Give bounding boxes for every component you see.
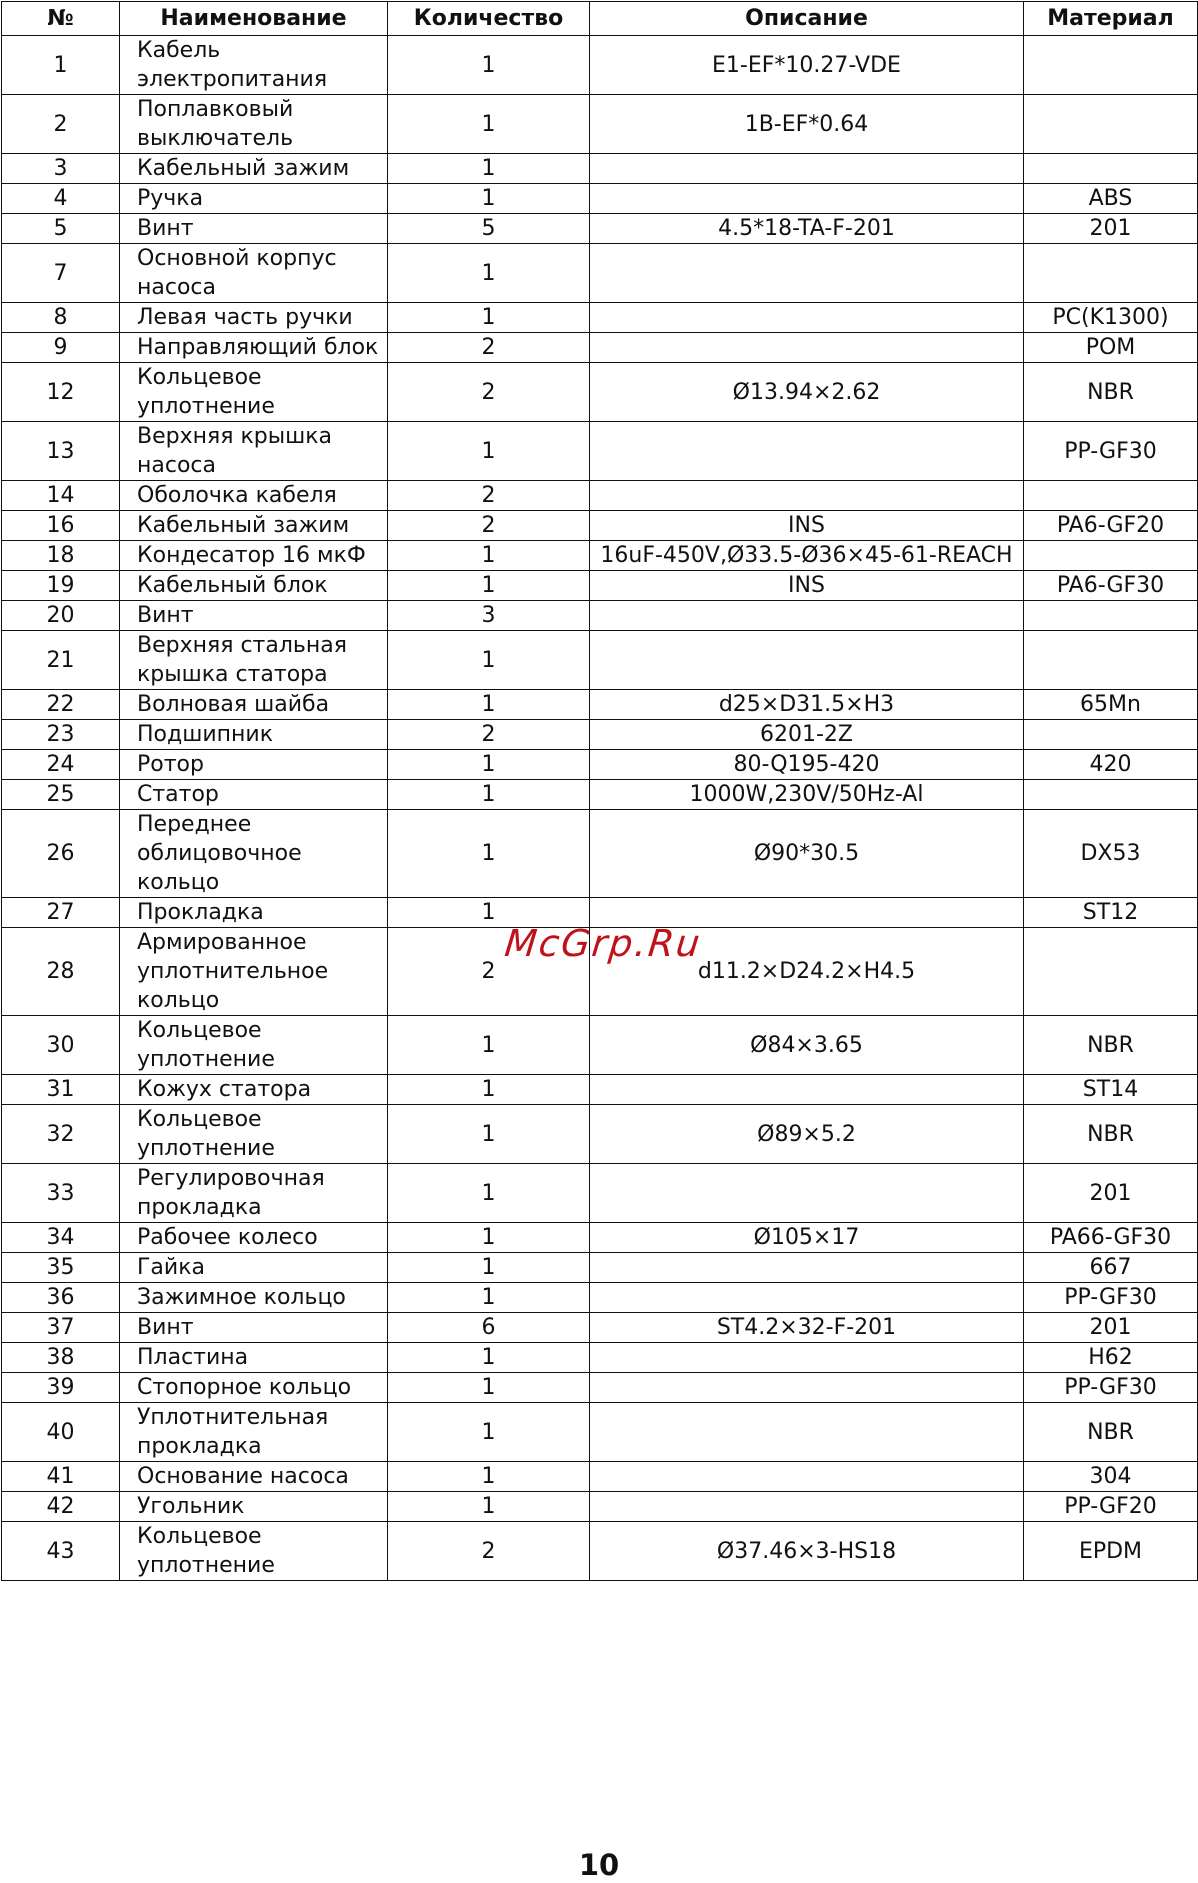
table-row <box>2 1016 1198 1075</box>
row-name: Кабельный зажим <box>120 511 388 541</box>
table-row <box>2 511 1198 541</box>
table-row <box>2 601 1198 631</box>
row-name: Кабельный зажим <box>120 154 388 184</box>
row-description <box>590 154 1024 184</box>
row-name: Уплотнительная прокладка <box>120 1403 388 1462</box>
row-number: 40 <box>2 1403 120 1462</box>
row-quantity: 1 <box>388 1164 590 1223</box>
row-description <box>590 481 1024 511</box>
row-material: H62 <box>1024 1343 1198 1373</box>
row-description <box>590 1492 1024 1522</box>
row-quantity: 1 <box>388 184 590 214</box>
row-name: Волновая шайба <box>120 690 388 720</box>
row-description: 4.5*18-TA-F-201 <box>590 214 1024 244</box>
row-quantity: 1 <box>388 1462 590 1492</box>
row-number: 41 <box>2 1462 120 1492</box>
row-name: Угольник <box>120 1492 388 1522</box>
row-material: PP-GF30 <box>1024 1283 1198 1313</box>
row-quantity: 3 <box>388 601 590 631</box>
row-name: Армированное уплотнительное кольцо <box>120 928 388 1016</box>
table-row <box>2 1253 1198 1283</box>
row-name: Основание насоса <box>120 1462 388 1492</box>
row-material <box>1024 780 1198 810</box>
row-number: 23 <box>2 720 120 750</box>
row-quantity: 1 <box>388 1403 590 1462</box>
table-row <box>2 780 1198 810</box>
row-description: Ø13.94×2.62 <box>590 363 1024 422</box>
row-quantity: 1 <box>388 1075 590 1105</box>
row-description: Ø84×3.65 <box>590 1016 1024 1075</box>
row-quantity: 1 <box>388 303 590 333</box>
row-quantity: 1 <box>388 810 590 898</box>
row-quantity: 1 <box>388 750 590 780</box>
row-quantity: 1 <box>388 1253 590 1283</box>
row-name: Кабель электропитания <box>120 36 388 95</box>
row-quantity: 2 <box>388 720 590 750</box>
row-description: ST4.2×32-F-201 <box>590 1313 1024 1343</box>
row-number: 4 <box>2 184 120 214</box>
row-quantity: 1 <box>388 36 590 95</box>
row-material: NBR <box>1024 363 1198 422</box>
row-quantity: 1 <box>388 154 590 184</box>
row-name: Гайка <box>120 1253 388 1283</box>
row-number: 22 <box>2 690 120 720</box>
row-name: Пластина <box>120 1343 388 1373</box>
row-name: Направляющий блок <box>120 333 388 363</box>
row-quantity: 1 <box>388 1492 590 1522</box>
row-name: Кольцевое уплотнение <box>120 1522 388 1581</box>
row-quantity: 1 <box>388 1343 590 1373</box>
table-row <box>2 1283 1198 1313</box>
table-row <box>2 1373 1198 1403</box>
row-description: Ø105×17 <box>590 1223 1024 1253</box>
row-description <box>590 422 1024 481</box>
table-row <box>2 244 1198 303</box>
row-quantity: 1 <box>388 898 590 928</box>
row-number: 33 <box>2 1164 120 1223</box>
row-description <box>590 1343 1024 1373</box>
row-number: 20 <box>2 601 120 631</box>
table-row <box>2 422 1198 481</box>
row-description: 16uF-450V,Ø33.5-Ø36×45-61-REACH <box>590 541 1024 571</box>
row-description: 1000W,230V/50Hz-Al <box>590 780 1024 810</box>
row-material: NBR <box>1024 1016 1198 1075</box>
table-row <box>2 154 1198 184</box>
row-material <box>1024 36 1198 95</box>
table-row <box>2 810 1198 898</box>
row-quantity: 1 <box>388 1283 590 1313</box>
row-material: PP-GF20 <box>1024 1492 1198 1522</box>
row-description <box>590 631 1024 690</box>
row-material: 201 <box>1024 214 1198 244</box>
table-row <box>2 303 1198 333</box>
row-name: Прокладка <box>120 898 388 928</box>
row-quantity: 2 <box>388 511 590 541</box>
row-material: DX53 <box>1024 810 1198 898</box>
row-number: 34 <box>2 1223 120 1253</box>
row-description <box>590 244 1024 303</box>
table-row <box>2 1492 1198 1522</box>
row-name: Ротор <box>120 750 388 780</box>
row-quantity: 1 <box>388 95 590 154</box>
row-name: Винт <box>120 601 388 631</box>
header-quantity: Количество <box>388 2 590 36</box>
page-number: 10 <box>578 1848 620 1882</box>
parts-table-header <box>2 2 1198 36</box>
row-name: Стопорное кольцо <box>120 1373 388 1403</box>
row-name: Кожух статора <box>120 1075 388 1105</box>
row-number: 2 <box>2 95 120 154</box>
row-number: 1 <box>2 36 120 95</box>
row-name: Кольцевое уплотнение <box>120 1016 388 1075</box>
row-name: Кондесатор 16 мкФ <box>120 541 388 571</box>
row-quantity: 1 <box>388 422 590 481</box>
header-row <box>2 2 1198 36</box>
row-name: Винт <box>120 214 388 244</box>
row-material: PP-GF30 <box>1024 422 1198 481</box>
header-name: Наименование <box>120 2 388 36</box>
table-row <box>2 333 1198 363</box>
row-material: EPDM <box>1024 1522 1198 1581</box>
row-number: 35 <box>2 1253 120 1283</box>
row-quantity: 1 <box>388 244 590 303</box>
row-name: Верхняя стальная крышка статора <box>120 631 388 690</box>
row-quantity: 1 <box>388 1223 590 1253</box>
row-name: Винт <box>120 1313 388 1343</box>
row-material <box>1024 601 1198 631</box>
table-row <box>2 363 1198 422</box>
row-material: 201 <box>1024 1313 1198 1343</box>
row-material: ST14 <box>1024 1075 1198 1105</box>
row-description: 80-Q195-420 <box>590 750 1024 780</box>
row-name: Переднее облицовочное кольцо <box>120 810 388 898</box>
row-description: E1-EF*10.27-VDE <box>590 36 1024 95</box>
row-description: Ø90*30.5 <box>590 810 1024 898</box>
row-name: Верхняя крышка насоса <box>120 422 388 481</box>
table-row <box>2 1343 1198 1373</box>
row-name: Поплавковый выключатель <box>120 95 388 154</box>
row-quantity: 1 <box>388 690 590 720</box>
table-row <box>2 184 1198 214</box>
row-number: 7 <box>2 244 120 303</box>
row-material: PA6-GF30 <box>1024 571 1198 601</box>
row-description: 1B-EF*0.64 <box>590 95 1024 154</box>
row-number: 8 <box>2 303 120 333</box>
row-material <box>1024 541 1198 571</box>
table-row <box>2 36 1198 95</box>
row-quantity: 1 <box>388 541 590 571</box>
row-name: Подшипник <box>120 720 388 750</box>
table-row <box>2 481 1198 511</box>
row-description <box>590 1403 1024 1462</box>
row-number: 31 <box>2 1075 120 1105</box>
row-description: d25×D31.5×H3 <box>590 690 1024 720</box>
row-number: 5 <box>2 214 120 244</box>
row-name: Кольцевое уплотнение <box>120 363 388 422</box>
row-description <box>590 1253 1024 1283</box>
row-number: 28 <box>2 928 120 1016</box>
row-description <box>590 1283 1024 1313</box>
row-description <box>590 1075 1024 1105</box>
row-material: PA6-GF20 <box>1024 511 1198 541</box>
row-name: Кабельный блок <box>120 571 388 601</box>
row-description <box>590 1462 1024 1492</box>
row-material: 667 <box>1024 1253 1198 1283</box>
row-material: 304 <box>1024 1462 1198 1492</box>
table-row <box>2 571 1198 601</box>
row-material: PP-GF30 <box>1024 1373 1198 1403</box>
row-quantity: 1 <box>388 1105 590 1164</box>
table-row <box>2 720 1198 750</box>
row-description <box>590 1164 1024 1223</box>
table-row <box>2 690 1198 720</box>
row-name: Ручка <box>120 184 388 214</box>
row-name: Статор <box>120 780 388 810</box>
row-name: Левая часть ручки <box>120 303 388 333</box>
header-material: Материал <box>1024 2 1198 36</box>
row-number: 30 <box>2 1016 120 1075</box>
row-number: 14 <box>2 481 120 511</box>
row-number: 18 <box>2 541 120 571</box>
table-row <box>2 1462 1198 1492</box>
row-name: Кольцевое уплотнение <box>120 1105 388 1164</box>
row-material <box>1024 720 1198 750</box>
row-number: 39 <box>2 1373 120 1403</box>
table-row <box>2 1403 1198 1462</box>
row-number: 43 <box>2 1522 120 1581</box>
row-description <box>590 184 1024 214</box>
row-material: ST12 <box>1024 898 1198 928</box>
row-name: Оболочка кабеля <box>120 481 388 511</box>
table-row <box>2 95 1198 154</box>
row-material: ABS <box>1024 184 1198 214</box>
row-description <box>590 1373 1024 1403</box>
row-number: 38 <box>2 1343 120 1373</box>
row-name: Регулировочная прокладка <box>120 1164 388 1223</box>
row-material: PC(K1300) <box>1024 303 1198 333</box>
row-quantity: 5 <box>388 214 590 244</box>
table-row <box>2 541 1198 571</box>
row-number: 24 <box>2 750 120 780</box>
row-number: 25 <box>2 780 120 810</box>
row-description <box>590 601 1024 631</box>
table-row <box>2 1164 1198 1223</box>
table-row <box>2 1223 1198 1253</box>
row-name: Рабочее колесо <box>120 1223 388 1253</box>
row-material: 420 <box>1024 750 1198 780</box>
row-quantity: 2 <box>388 928 590 1016</box>
parts-table-body <box>2 36 1198 1581</box>
header-description: Описание <box>590 2 1024 36</box>
parts-table <box>1 1 1198 1581</box>
row-number: 27 <box>2 898 120 928</box>
row-number: 32 <box>2 1105 120 1164</box>
row-quantity: 6 <box>388 1313 590 1343</box>
row-description <box>590 333 1024 363</box>
row-description: Ø37.46×3-HS18 <box>590 1522 1024 1581</box>
row-material: NBR <box>1024 1403 1198 1462</box>
row-description <box>590 303 1024 333</box>
row-number: 37 <box>2 1313 120 1343</box>
table-row <box>2 1522 1198 1581</box>
row-number: 16 <box>2 511 120 541</box>
table-row <box>2 1313 1198 1343</box>
row-description: d11.2×D24.2×H4.5 <box>590 928 1024 1016</box>
row-quantity: 1 <box>388 780 590 810</box>
row-name: Основной корпус насоса <box>120 244 388 303</box>
row-quantity: 2 <box>388 333 590 363</box>
table-row <box>2 1075 1198 1105</box>
row-number: 12 <box>2 363 120 422</box>
watermark: McGrp.Ru <box>502 922 704 965</box>
row-material <box>1024 95 1198 154</box>
row-description: INS <box>590 571 1024 601</box>
row-material: PA66-GF30 <box>1024 1223 1198 1253</box>
row-quantity: 1 <box>388 1373 590 1403</box>
row-material <box>1024 631 1198 690</box>
row-number: 26 <box>2 810 120 898</box>
row-number: 42 <box>2 1492 120 1522</box>
row-number: 13 <box>2 422 120 481</box>
row-description: Ø89×5.2 <box>590 1105 1024 1164</box>
row-number: 36 <box>2 1283 120 1313</box>
table-row <box>2 750 1198 780</box>
row-description: INS <box>590 511 1024 541</box>
row-quantity: 1 <box>388 631 590 690</box>
table-row <box>2 1105 1198 1164</box>
row-material <box>1024 154 1198 184</box>
row-quantity: 2 <box>388 1522 590 1581</box>
row-quantity: 1 <box>388 1016 590 1075</box>
row-number: 21 <box>2 631 120 690</box>
row-quantity: 1 <box>388 571 590 601</box>
row-quantity: 2 <box>388 481 590 511</box>
row-material: POM <box>1024 333 1198 363</box>
row-description: 6201-2Z <box>590 720 1024 750</box>
row-material: NBR <box>1024 1105 1198 1164</box>
row-quantity: 2 <box>388 363 590 422</box>
row-material: 201 <box>1024 1164 1198 1223</box>
row-name: Зажимное кольцо <box>120 1283 388 1313</box>
row-material <box>1024 928 1198 1016</box>
table-row <box>2 631 1198 690</box>
row-number: 19 <box>2 571 120 601</box>
row-material <box>1024 481 1198 511</box>
table-row <box>2 214 1198 244</box>
row-material: 65Mn <box>1024 690 1198 720</box>
header-number: № <box>2 2 120 36</box>
row-number: 3 <box>2 154 120 184</box>
row-number: 9 <box>2 333 120 363</box>
row-material <box>1024 244 1198 303</box>
